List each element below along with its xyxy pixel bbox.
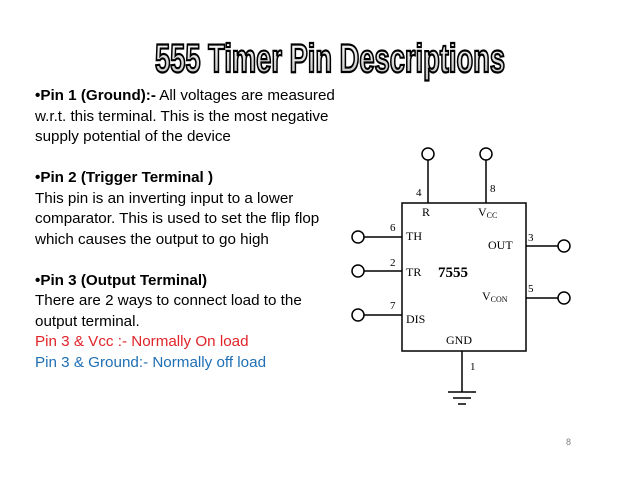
- chip-label: 7555: [438, 265, 468, 281]
- pin1-number: 1: [470, 361, 476, 373]
- pin-label-reset: R: [422, 205, 431, 219]
- pin7-number: 7: [390, 300, 396, 312]
- pin-label-trigger: TR: [406, 265, 422, 279]
- pin6-number: 6: [390, 222, 396, 234]
- pin1-text: All voltages are measured w.r.t. this terminal. This is the most negative supply potential of the device: [35, 87, 335, 145]
- pin3-ground-line: Pin 3 & Ground:- Normally off load: [35, 353, 267, 371]
- timer-pin-diagram: [340, 140, 580, 420]
- pin7-terminal: [352, 309, 364, 321]
- ground-symbol: [448, 392, 476, 404]
- pin-descriptions: [35, 86, 335, 373]
- pin5-terminal: [558, 292, 570, 304]
- pin3-vcc-line: Pin 3 & Vcc :- Normally On load: [35, 333, 249, 350]
- pin3-number: 3: [528, 232, 534, 244]
- pin3-heading: •Pin 3 (Output Terminal): [35, 271, 208, 289]
- slide-title: [150, 30, 510, 82]
- pin3-terminal: [558, 240, 570, 252]
- pin-label-output: OUT: [488, 238, 513, 252]
- pin2-heading: •Pin 2 (Trigger Terminal ): [35, 169, 214, 186]
- pin5-number: 5: [528, 283, 534, 295]
- pin1-description: [35, 86, 335, 148]
- pin-label-control: VCON: [482, 289, 508, 304]
- title-text: 555 Timer Pin Descriptions: [155, 37, 505, 81]
- pin2-text: This pin is an inverting input to a lower comparator. This is used to set the flip flop which causes the output to go high: [35, 189, 320, 248]
- pin4-number: 4: [416, 187, 422, 199]
- pin8-number: 8: [490, 183, 496, 195]
- pin2-terminal: [352, 265, 364, 277]
- pin-label-vcc: VCC: [478, 205, 498, 220]
- pin2-number: 2: [390, 257, 396, 269]
- pin3-text: There are 2 ways to connect load to the output terminal.: [35, 292, 302, 330]
- pin1-heading: •Pin 1 (Ground):-: [35, 87, 156, 104]
- pin-label-ground: GND: [446, 333, 472, 347]
- pin8-terminal: [480, 148, 492, 160]
- page-number: 8: [566, 437, 572, 447]
- pin6-terminal: [352, 231, 364, 243]
- pin4-terminal: [422, 148, 434, 160]
- pin-label-discharge: DIS: [406, 312, 426, 326]
- pin-label-threshold: TH: [406, 229, 422, 243]
